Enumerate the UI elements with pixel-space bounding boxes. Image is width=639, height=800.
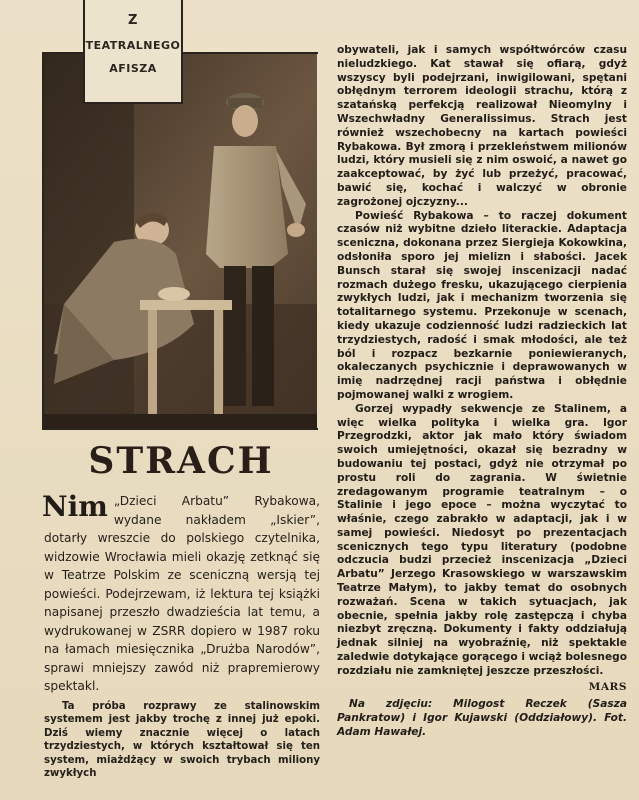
photo-caption: Na zdjęciu: Milogost Reczek (Sasza Pankratow) i Igor Kujawski (Oddziałowy). Fot. Adam Hawałej. xyxy=(337,698,627,739)
theatre-photo xyxy=(44,54,317,428)
lead-dropcap: Nim xyxy=(42,490,108,523)
right-column xyxy=(337,44,627,740)
rubric-line-1: Z xyxy=(128,13,138,28)
paragraph-3: Gorzej wypadły sekwencje ze Stalinem, a więc wielka polityka i wielka gra. Igor Przegrodzki, aktor jak mało który świadom swoich umiejętności, okazał się bezradny w budowaniu tej postaci, gdyż nie otrzymał po prostu roli do zagrania. W świetnie zredagowanym programie teatralnym – o Stalinie i jego epoce – można wyczytać to właśnie, czego zabrakło w adaptacji, jak i w samej powieści. Niedosyt po prezentacjach scenicznych tego typu literatury (podobne odczucia budzi przecież inscenizacja „Dzieci Arbatu” Jerzego Krasowskiego w warszawskim Teatrze Małym), to jakby temat do osobnych rozważań. Scena w takich sytuacjach, jak obecnie, spełnia jakby rolę zastępczą i chyba niezbyt zręczną. Dokumenty i fakty oddziałują jednak silniej na wyobraźnię, niż spektakle zaledwie dotykające gorącego i wciąż bolesnego rozdziału nie zamkniętej jeszcze przeszłości. xyxy=(337,402,627,677)
left-column-continuation: Ta próba rozprawy ze stalinowskim systemem jest jakby trochę z innej już epoki. Dziś wiemy znacznie więcej o latach trzydziestych, w których kształtował się ten system, miażdżący w swoich trybach miliony zwykłych xyxy=(44,700,320,779)
author-signature: MARS xyxy=(588,680,627,693)
rubric-line-2: TEATRALNEGO xyxy=(85,39,181,52)
column-rubric-box xyxy=(83,0,183,104)
rubric-line-3: AFISZA xyxy=(109,62,157,75)
photo-frame-bottom xyxy=(42,428,318,430)
paragraph-1: obywateli, jak i samych współtwórców czasu nieludzkiego. Kat stawał się ofiarą, gdyż wszyscy byli podejrzani, inwigilowani, spętani obłędnym terrorem ideologii strachu, którą z szatańską perfekcją realizował Nieomylny i Wszechwładny Generalissimus. Strach jest również wszechobecny na kartach powieści Rybakowa. Był zmorą i przekleństwem milionów ludzi, który musieli się z nim oswoić, a nawet go zaakceptować, by żyć lub przeżyć, pracować, bawić się, kochać i walczyć w obronie zagrożonej ojczyzny... xyxy=(337,44,627,208)
paragraph-2: Powieść Rybakowa – to raczej dokument czasów niż wybitne dzieło literackie. Adaptacja sceniczna, dokonana przez Siergieja Kokowkina, odsłoniła sporo jej mielizn i słabości. Jacek Bunsch starał się swojej inscenizacji nadać rozmach dużego fresku, ukazującego cierpienia zwykłych ludzi, jak i mechanizm tworzenia się totalitarnego systemu. Przekonuje w scenach, kiedy ukazuje codzienność ludzi radzieckich lat trzydziestych, radość i smak młodości, ale też ból i rozpacz bezkarnie poniewieranych, okaleczanych psychicznie i deprawowanych w imię nadrzędnej racji państwa i obłędnie pojmowanej walki z wrogiem. xyxy=(337,209,627,401)
article-headline: STRACH xyxy=(88,440,274,482)
lead-paragraph: „Dzieci Arbatu” Rybakowa, wydane nakładem „Iskier”, dotarły wreszcie do polskiego czytelnika, widzowie Wrocławia mieli okazję zetknąć się w Teatrze Polskim ze sceniczną wersją tej powieści. Podejrzewam, iż lektura tej książki napisanej przeszło dwadzieścia lat temu, a wydrukowanej w ZSRR dopiero w 1987 roku na łamach miesięcznika „Drużba Narodów”, sprawi mniejszy zawód niż prapremierowy spektakl. xyxy=(44,494,320,693)
left-column xyxy=(44,492,320,781)
